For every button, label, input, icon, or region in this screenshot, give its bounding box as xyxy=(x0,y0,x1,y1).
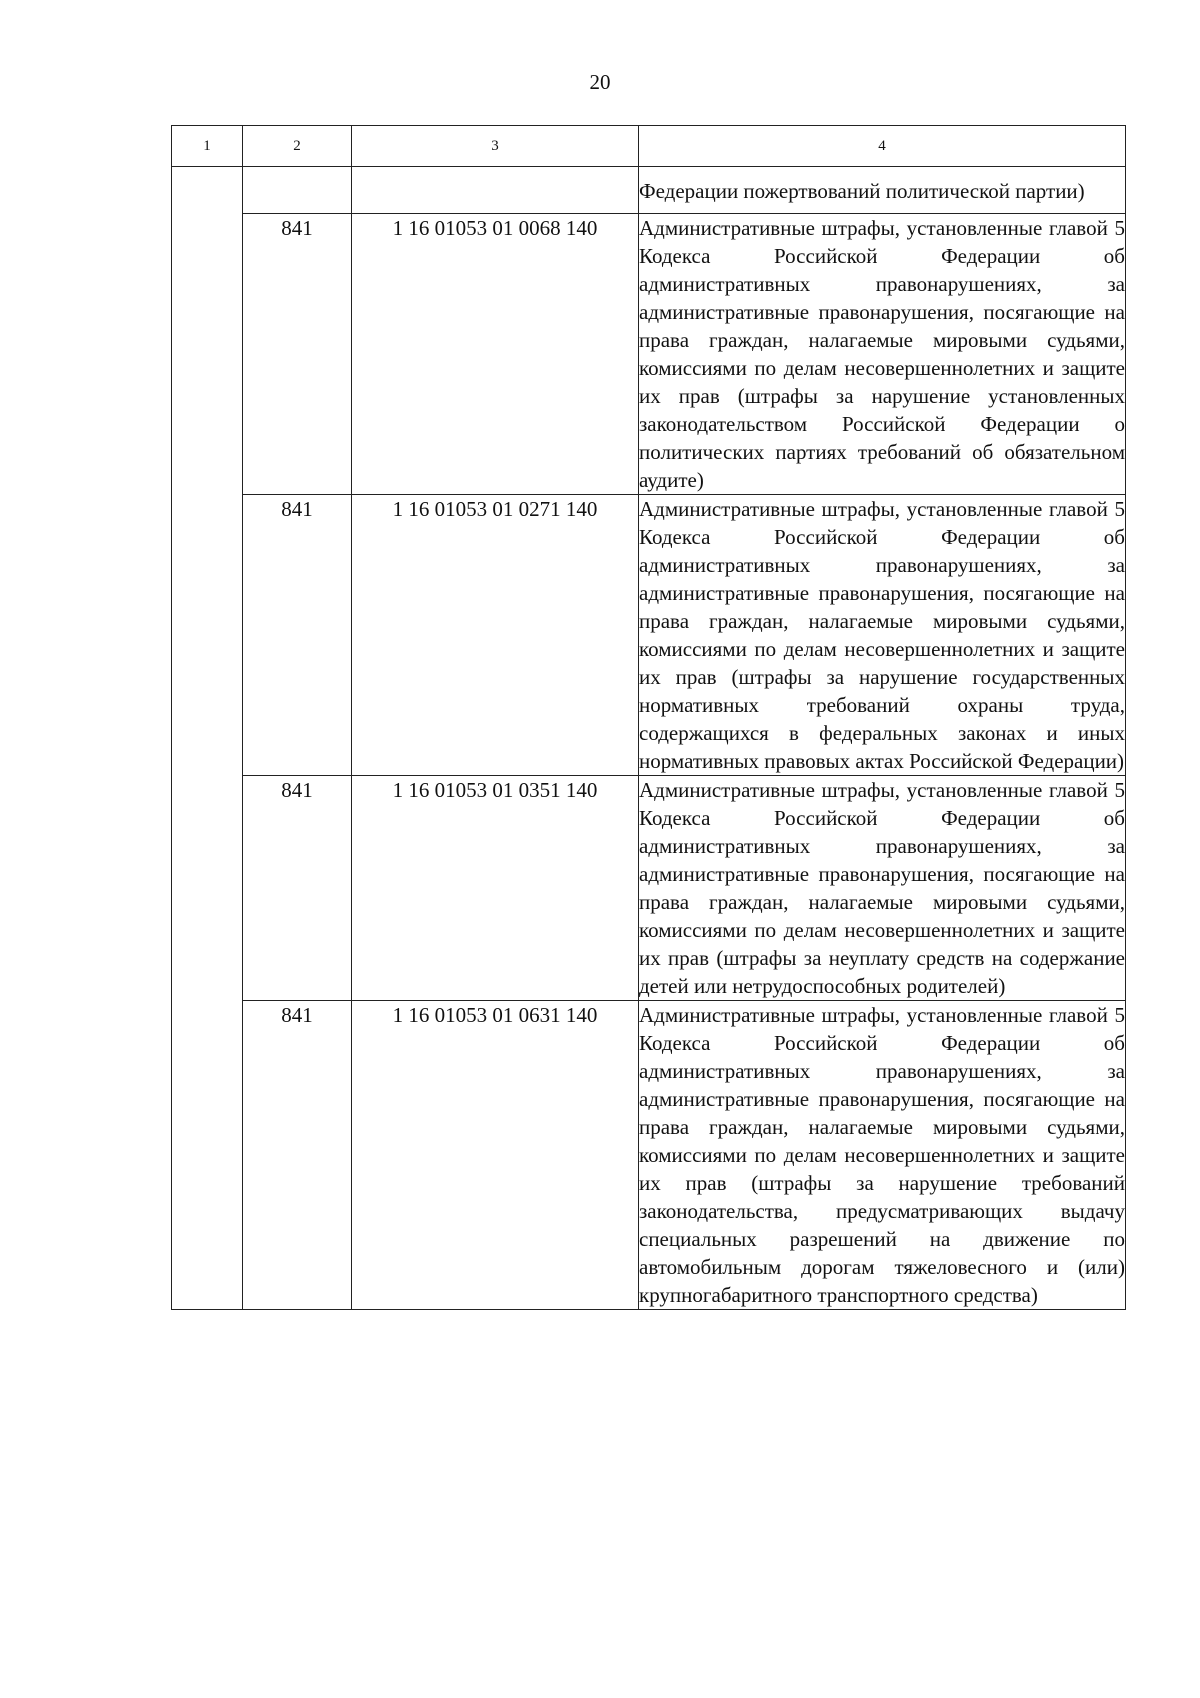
description-cell: Административные штрафы, установленные главой 5 Кодекса Российской Федерации об административных правонарушениях, за административные правонарушения, посягающие на права граждан, налагаемые мировыми судьями, комиссиями по делам несовершеннолетних и защите их прав (штрафы за нарушение требований законодательства, предусматривающих выдачу специальных разрешений на движение по автомобильным дорогам тяжеловесного и (или) крупногабаритного транспортного средства) xyxy=(639,1001,1126,1310)
table-row xyxy=(172,214,1126,495)
kbk-code-cell: 1 16 01053 01 0271 140 xyxy=(352,495,639,776)
table-row xyxy=(172,495,1126,776)
admin-code-cell: 841 xyxy=(243,495,352,776)
kbk-code-cell: 1 16 01053 01 0351 140 xyxy=(352,776,639,1001)
admin-code-cell xyxy=(243,167,352,214)
section-cell xyxy=(172,167,243,1310)
column-header-4: 4 xyxy=(639,126,1126,167)
description-cell: Административные штрафы, установленные главой 5 Кодекса Российской Федерации об административных правонарушениях, за административные правонарушения, посягающие на права граждан, налагаемые мировыми судьями, комиссиями по делам несовершеннолетних и защите их прав (штрафы за нарушение государственных нормативных требований охраны труда, содержащихся в федеральных законах и иных нормативных правовых актах Российской Федерации) xyxy=(639,495,1126,776)
column-header-3: 3 xyxy=(352,126,639,167)
table-header-row xyxy=(172,126,1126,167)
kbk-code-cell: 1 16 01053 01 0631 140 xyxy=(352,1001,639,1310)
revenue-code-table xyxy=(171,125,1126,1310)
description-cell: Административные штрафы, установленные главой 5 Кодекса Российской Федерации об административных правонарушениях, за административные правонарушения, посягающие на права граждан, налагаемые мировыми судьями, комиссиями по делам несовершеннолетних и защите их прав (штрафы за неуплату средств на содержание детей или нетрудоспособных родителей) xyxy=(639,776,1126,1001)
kbk-code-cell: 1 16 01053 01 0068 140 xyxy=(352,214,639,495)
table-row xyxy=(172,1001,1126,1310)
page-number: 20 xyxy=(589,70,611,94)
admin-code-cell: 841 xyxy=(243,214,352,495)
table-row-continuation xyxy=(172,167,1126,214)
description-cell: Федерации пожертвований политической партии) xyxy=(639,167,1126,214)
admin-code-cell: 841 xyxy=(243,1001,352,1310)
column-header-1: 1 xyxy=(172,126,243,167)
column-header-2: 2 xyxy=(243,126,352,167)
admin-code-cell: 841 xyxy=(243,776,352,1001)
table-row xyxy=(172,776,1126,1001)
description-cell: Административные штрафы, установленные главой 5 Кодекса Российской Федерации об административных правонарушениях, за административные правонарушения, посягающие на права граждан, налагаемые мировыми судьями, комиссиями по делам несовершеннолетних и защите их прав (штрафы за нарушение установленных законодательством Российской Федерации о политических партиях требований об обязательном аудите) xyxy=(639,214,1126,495)
kbk-code-cell xyxy=(352,167,639,214)
